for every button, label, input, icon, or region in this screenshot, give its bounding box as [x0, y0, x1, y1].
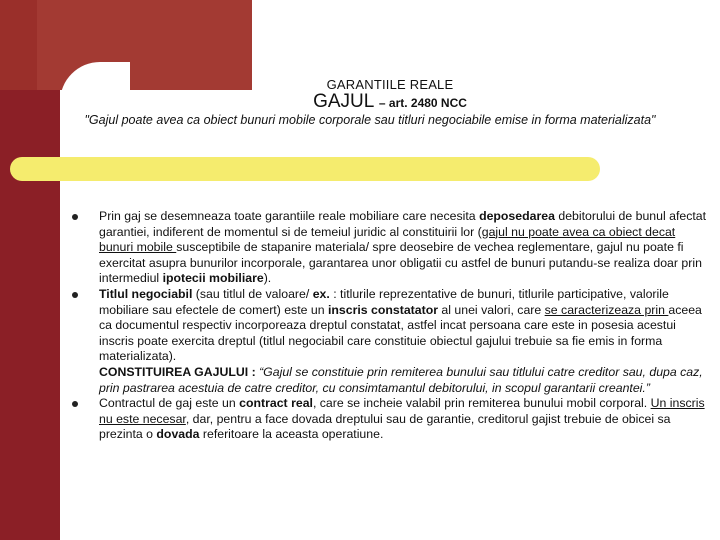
- slide-title: GARANTIILE REALE: [326, 77, 454, 92]
- text-run: Prin gaj se desemneaza toate garantiile reale mobiliare care necesita: [99, 209, 480, 223]
- bold-run: dovada: [156, 427, 200, 442]
- constituire-paragraph: [99, 365, 712, 396]
- underlined-run: gajul nu poate avea ca obiect decat bunuri mobile: [99, 224, 676, 255]
- bullet-dot: [72, 292, 78, 298]
- text-run: , care se incheie valabil prin remiterea bunului mobil corporal.: [312, 396, 651, 411]
- list-item: [62, 287, 712, 396]
- text-run: susceptibile de stapanire materiala/ spre deosebire de vechea reglementare, gajul nu poate fi exercitat asupra bunurilor incorporale, garantarea unor obligatii cu astfel de bunuri putandu-se realiza doar prin intermediul: [99, 240, 702, 286]
- bold-run: deposedarea: [479, 209, 555, 223]
- list-item: [62, 209, 712, 287]
- text-run: (sau titlul de valoare/: [192, 286, 313, 301]
- list-item: [62, 396, 712, 443]
- bold-run: ipotecii mobiliare: [162, 271, 264, 286]
- text-run: debitorului de bunul afectat garantiei, indiferent de momentul si de temeiul juridic al constituirii lor (: [99, 209, 707, 239]
- underlined-run: se caracterizeaza prin: [544, 302, 669, 317]
- text-run: , dar, pentru a face dovada dreptului sau de garantie, creditorul gajist trebuie de obicei sa prezinta o: [99, 411, 671, 442]
- highlight-bar: [10, 157, 600, 181]
- bullet-dot: [72, 214, 78, 220]
- bullet-dot: [72, 401, 78, 407]
- definition-quote: "Gajul poate avea ca obiect bunuri mobile corporale sau titluri negociabile emise in forma materializata": [84, 113, 656, 127]
- text-run: : titlurile reprezentative de bunuri, titlurile participative, valorile mobiliare sau efectele de comert) este un: [99, 286, 669, 317]
- text-run: Contractul de gaj este un: [99, 396, 240, 411]
- bold-run: Titlul negociabil: [99, 286, 193, 301]
- text-run: referitoare la aceasta operatiune.: [199, 427, 384, 442]
- bold-run: inscris constatator: [327, 302, 439, 317]
- text-run: aceea ca documentul respectiv incorporeaza dreptul constatat, astfel incat persoana care este in posesia acestui inscris poate exercita dreptul (titlul negociabil care constituie obiectul gajului trebuie sa fie emis in forma materializata).: [99, 302, 702, 364]
- underlined-run: Un inscris nu este necesar: [99, 396, 705, 426]
- bold-run: contract real: [239, 396, 313, 411]
- bold-run: ex.: [312, 286, 330, 301]
- slide-subtitle: [60, 91, 720, 113]
- text-run: al unei valori, care: [438, 302, 545, 317]
- subtitle-main: GAJUL: [313, 91, 374, 112]
- subtitle-article: – art. 2480 NCC: [378, 96, 467, 110]
- text-run: ).: [263, 271, 272, 286]
- bold-run: CONSTITUIREA GAJULUI :: [99, 364, 256, 379]
- bullet-list: [62, 209, 712, 443]
- italic-run: “Gajul se constituie prin remiterea bunului sau titlului catre creditor sau, dupa caz, prin pastrarea acestuia de catre creditor, cu consimtamantul debitorului, in scopul garantarii creantei.”: [99, 364, 703, 395]
